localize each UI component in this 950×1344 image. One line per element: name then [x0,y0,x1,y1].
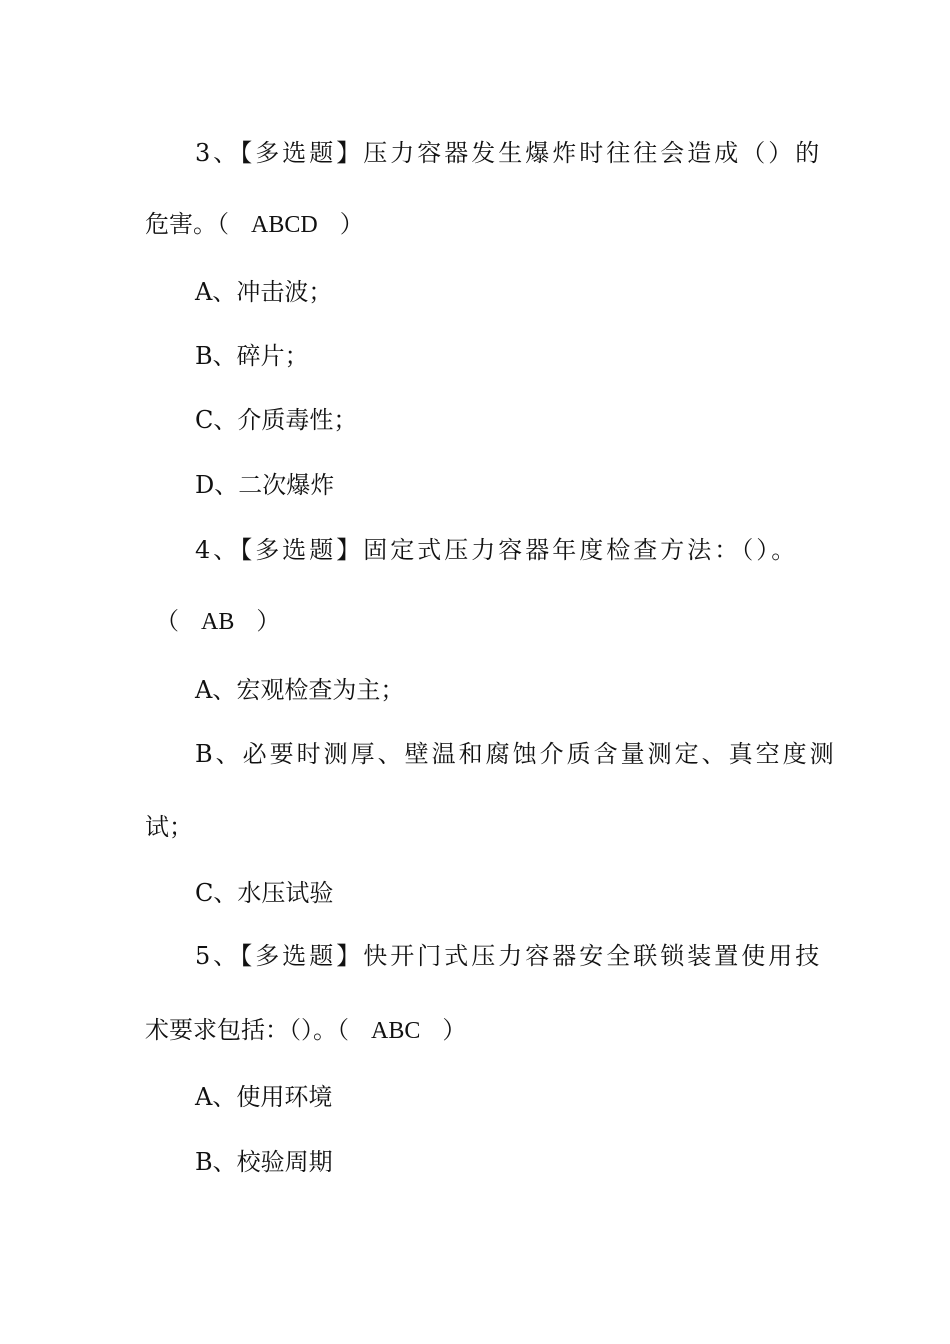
question-5-answer: ABC [371,1018,421,1044]
question-4-option-b-continued: 试； [145,813,193,841]
question-4-answer: AB [201,609,235,635]
question-5-option-b: B、校验周期 [195,1148,333,1176]
question-3-option-b: B、碎片； [195,342,309,370]
question-4-stem-continued [155,606,280,636]
question-4-option-c: C、水压试验 [195,879,334,907]
question-4-stem: 4、【多选题】固定式压力容器年度检查方法：（）。 [195,536,799,564]
question-4-option-b: B、必要时测厚、壁温和腐蚀介质含量测定、真空度测 [195,740,837,768]
question-3-option-d: D、二次爆炸 [195,471,335,499]
question-5-option-a: A、使用环境 [195,1083,333,1111]
question-3-stem-tail: 危害。（ [145,210,229,238]
question-4-close-bracket: ） [256,607,281,635]
question-5-stem: 5、【多选题】快开门式压力容器安全联锁装置使用技 [195,942,823,970]
question-5-stem-continued [145,1015,466,1045]
question-4-open-bracket: （ [155,607,179,635]
question-5-close-bracket: ） [442,1016,467,1044]
question-3-close-bracket: ） [339,210,364,238]
question-3-stem: 3、【多选题】压力容器发生爆炸时往往会造成（）的 [195,139,823,167]
question-4-option-a: A、宏观检查为主； [195,676,405,704]
question-3-option-c: C、介质毒性； [195,406,358,434]
question-3-option-a: A、冲击波； [195,278,333,306]
question-3-answer: ABCD [251,212,318,238]
question-3-stem-continued [145,209,364,239]
question-5-stem-tail: 术要求包括：（）。（ [145,1016,349,1044]
